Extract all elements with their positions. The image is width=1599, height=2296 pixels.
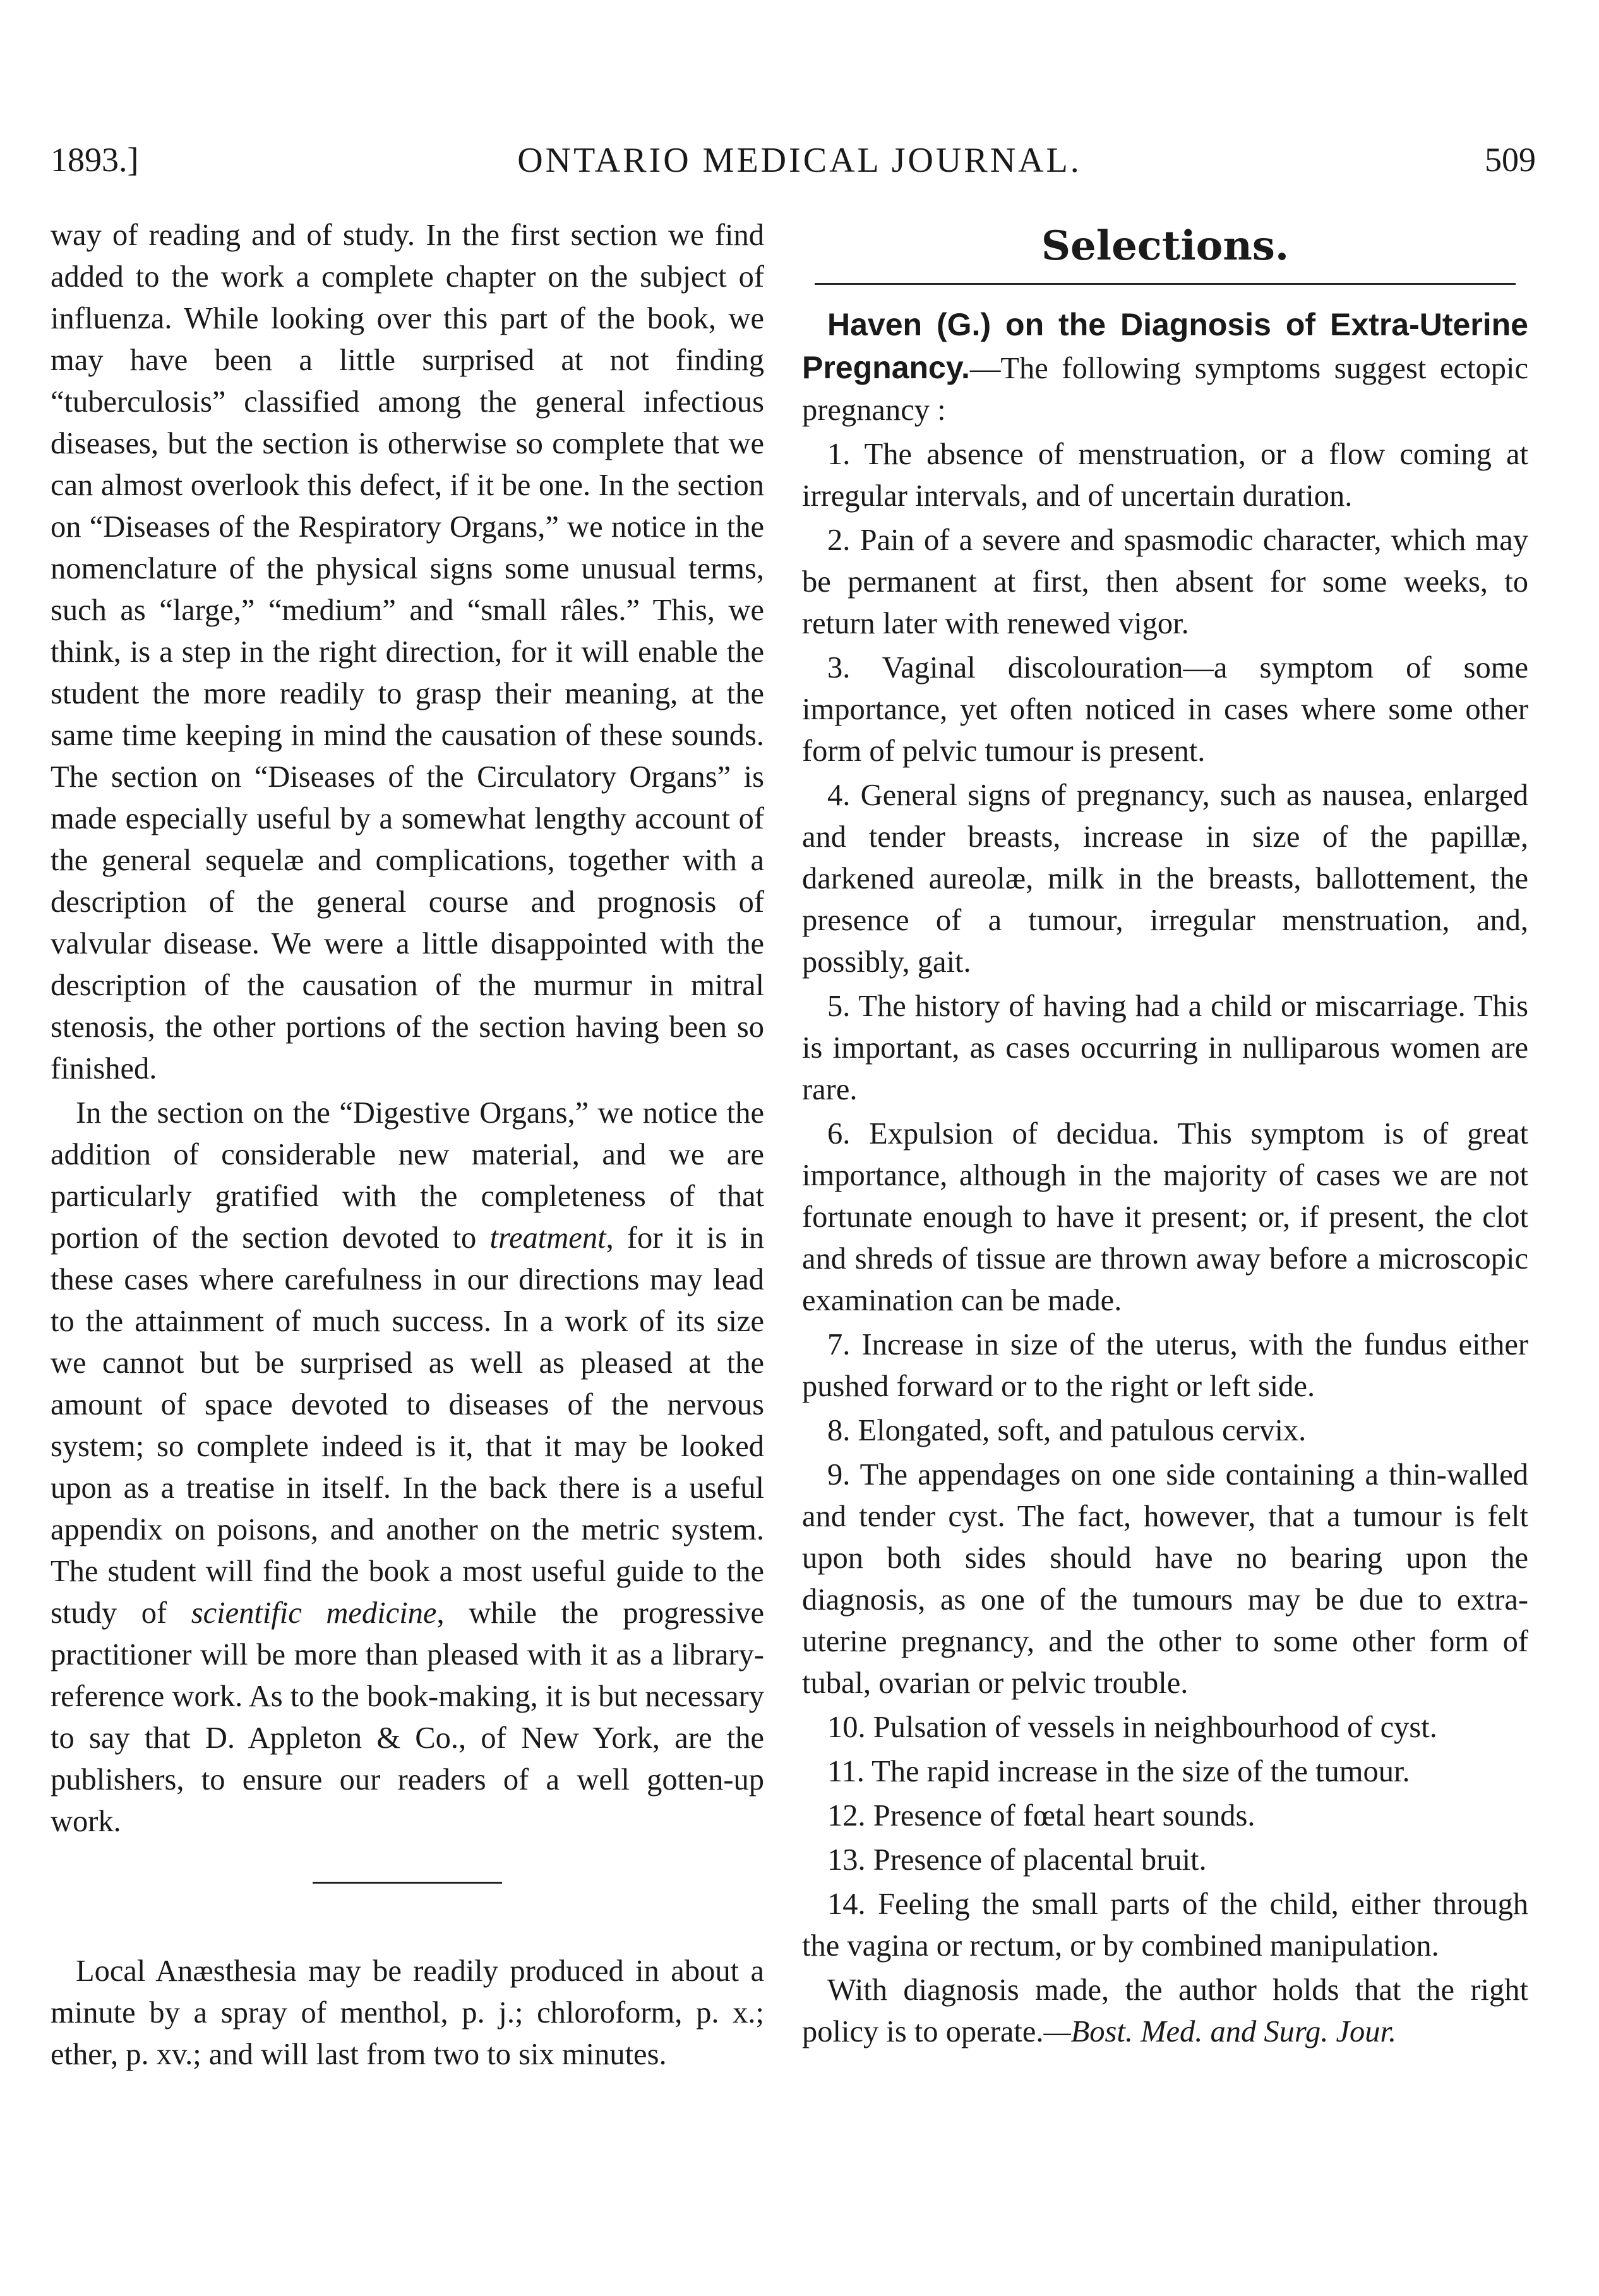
- review-p2-emphasis-treatment: treatment: [489, 1221, 606, 1255]
- review-p2-text-a: In the section on the “Digestive Organs,” we notice the addition of considerable new material, and we are particularly gratified with the completeness of that portion of the section devoted to: [51, 1096, 764, 1255]
- symptom-item-7: 7. Increase in size of the uterus, with the fundus either pushed forward or to the right or left side.: [802, 1328, 1528, 1403]
- right-column: [802, 215, 1528, 2055]
- review-p2-text-c: , while the progressive practitioner will be more than pleased with it as a library-reference work. As to the book-making, it is but necessary to say that D. Appleton & Co., of New York, are the publishers, to ensure our readers of a well gotten-up work.: [51, 1596, 764, 1838]
- review-paragraph-2: [51, 1092, 764, 1843]
- symptom-item-2: 2. Pain of a severe and spasmodic character, which may be permanent at first, then absent for some weeks, to return later with renewed vigor.: [802, 523, 1528, 640]
- symptom-item-14: 14. Feeling the small parts of the child, either through the vagina or rectum, or by combined manipulation.: [802, 1887, 1528, 1963]
- article-intro: —The following symptoms suggest ectopic pregnancy :: [802, 352, 1528, 427]
- article-lead: [802, 304, 1528, 431]
- left-column: [51, 215, 764, 2078]
- selections-heading: Selections.: [1041, 222, 1290, 270]
- header-year: 1893.]: [51, 141, 139, 179]
- symptom-item-1: 1. The absence of menstruation, or a flow coming at irregular intervals, and of uncertain duration.: [802, 438, 1528, 513]
- source-citation: —Bost. Med. and Surg. Jour.: [1043, 2015, 1397, 2048]
- review-paragraph-1: way of reading and of study. In the first section we find added to the work a complete chapter on the subject of influenza. While looking over this part of the book, we may have been a little surprised at not finding “tuberculosis” classified among the general infectious diseases, but the section is otherwise so complete that we can almost overlook this defect, if it be one. In the section on “Diseases of the Respiratory Organs,” we notice in the nomenclature of the physical signs some unusual terms, such as “large,” “medium” and “small râles.” This, we think, is a step in the right direction, for it will enable the student the more readily to grasp their meaning, at the same time keeping in mind the causation of these sounds. The section on “Diseases of the Circulatory Organs” is made especially useful by a somewhat lengthy account of the general sequelæ and complications, together with a description of the general course and prognosis of valvular disease. We were a little disappointed with the description of the causation of the murmur in mitral stenosis, the other portions of the section having been so finished.: [51, 218, 764, 1085]
- symptom-item-12: 12. Presence of fœtal heart sounds.: [827, 1799, 1255, 1833]
- symptom-item-4: 4. General signs of pregnancy, such as nausea, enlarged and tender breasts, increase in size of the papillæ, darkened aureolæ, milk in the breasts, ballottement, the presence of a tumour, irregular menstruation, and, possibly, gait.: [802, 779, 1528, 979]
- symptom-item-8: 8. Elongated, soft, and patulous cervix.: [827, 1414, 1307, 1447]
- section-divider: [313, 1882, 502, 1884]
- symptom-item-6: 6. Expulsion of decidua. This symptom is of great importance, although in the majority of cases we are not fortunate enough to have it present; or, if present, the clot and shreds of tissue are thrown away before a microscopic examination can be made.: [802, 1117, 1528, 1317]
- symptom-item-13: 13. Presence of placental bruit.: [827, 1843, 1207, 1877]
- page-number: 509: [1485, 141, 1536, 179]
- symptom-item-5: 5. The history of having had a child or miscarriage. This is important, as cases occurring in nulliparous women are rare.: [802, 990, 1528, 1106]
- closing-text: With diagnosis made, the author holds that the right policy is to operate.: [802, 1973, 1528, 2048]
- local-anaesthesia-note: Local Anæsthesia may be readily produced in about a minute by a spray of menthol, p. j.; chloroform, p. x.; ether, p. xv.; and will last from two to six minutes.: [51, 1954, 764, 2071]
- symptom-item-9: 9. The appendages on one side containing a thin-walled and tender cyst. The fact, however, that a tumour is felt upon both sides should have no bearing upon the diagnosis, as one of the tumours may be due to extra-uterine pregnancy, and the other to some other form of tubal, ovarian or pelvic trouble.: [802, 1458, 1528, 1700]
- journal-title: ONTARIO MEDICAL JOURNAL.: [517, 141, 1082, 180]
- symptom-item-11: 11. The rapid increase in the size of the tumour.: [827, 1755, 1410, 1788]
- closing-paragraph: [802, 1970, 1528, 2053]
- selections-rule: [815, 283, 1516, 285]
- page-header: [0, 140, 1599, 191]
- symptom-item-10: 10. Pulsation of vessels in neighbourhood of cyst.: [827, 1711, 1437, 1744]
- review-p2-emphasis-scientific-medicine: scientific medicine: [191, 1596, 437, 1630]
- symptom-item-3: 3. Vaginal discolouration—a symptom of some importance, yet often noticed in cases where some other form of pelvic tumour is present.: [802, 651, 1528, 768]
- review-p2-text-b: , for it is in these cases where carefulness in our directions may lead to the attainment of much success. In a work of its size we cannot but be surprised as well as pleased at the amount of space devoted to diseases of the nervous system; so complete indeed is it, that it may be looked upon as a treatise in itself. In the back there is a useful appendix on poisons, and another on the metric system. The student will find the book a most useful guide to the study of: [51, 1221, 764, 1630]
- article-heading: Haven (G.) on the Diagnosis of Extra-Uterine Pregnancy.: [802, 307, 1528, 385]
